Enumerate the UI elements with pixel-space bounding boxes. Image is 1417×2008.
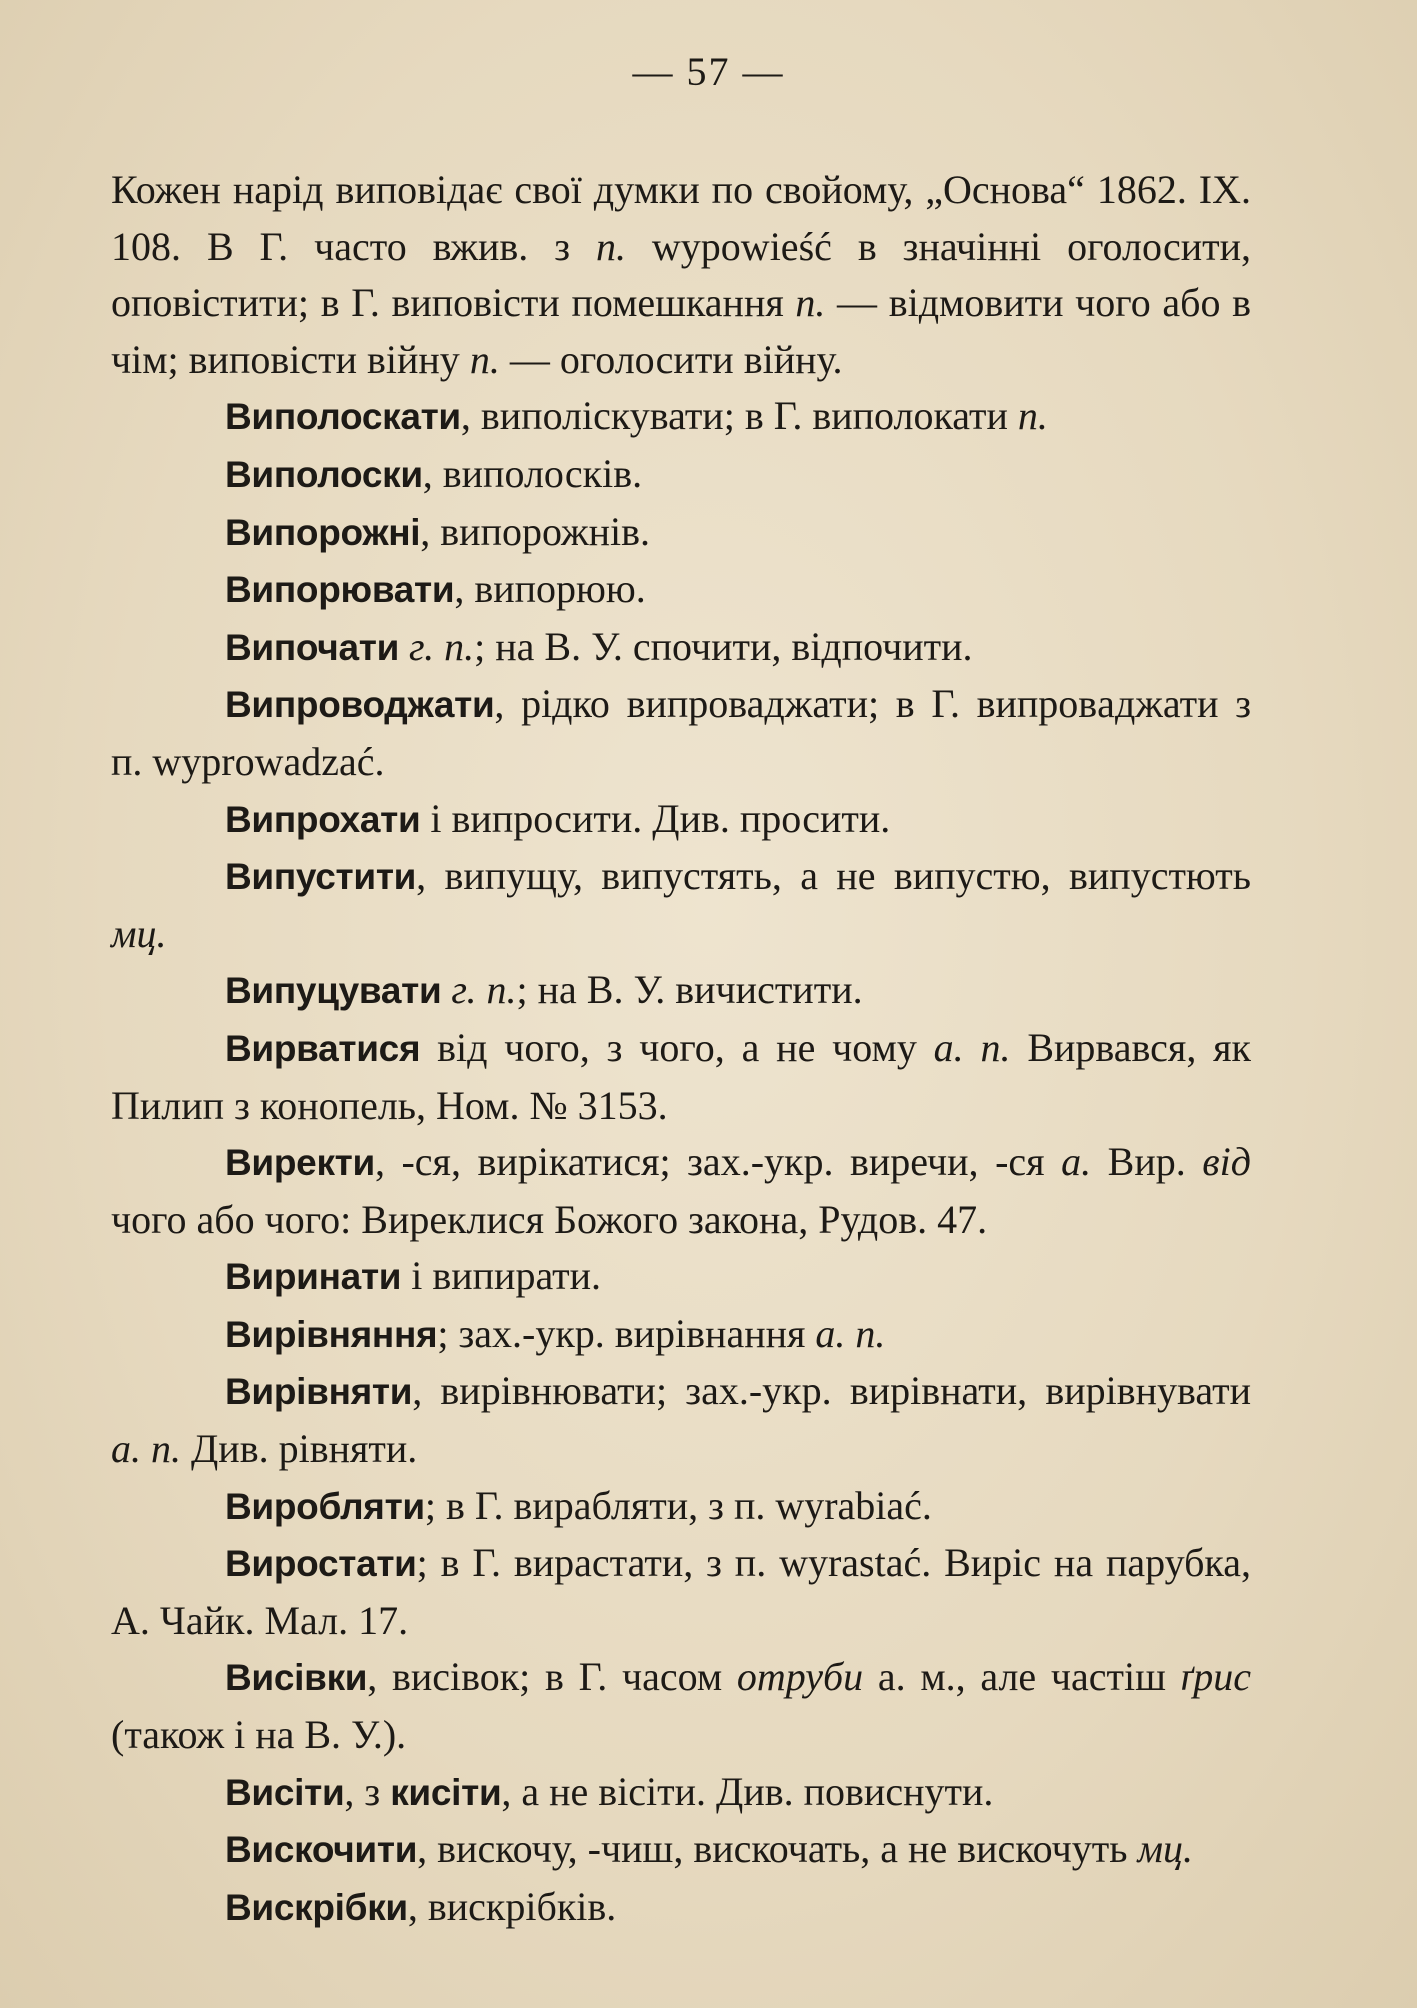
dictionary-entry bbox=[111, 791, 1251, 849]
abbreviation: а. п. bbox=[933, 1024, 1011, 1070]
entry-text: , вискочу, -чиш, вискочать, а не вискочуть bbox=[417, 1826, 1138, 1872]
entry-text: , випорюю. bbox=[454, 566, 646, 612]
entry-text: , виполосків. bbox=[422, 450, 643, 496]
headword: Виростати bbox=[225, 1543, 417, 1585]
dictionary-entry bbox=[111, 1478, 1251, 1536]
headword: Виполоскати bbox=[225, 396, 461, 438]
headword: Випроводжати bbox=[225, 684, 495, 726]
entry-text: ; на В. У. вичистити. bbox=[516, 967, 863, 1013]
entry-text: , а не вісіти. Див. повиснути. bbox=[501, 1768, 994, 1814]
entry-text: — відмовити чого або в чім; виповісти війну bbox=[111, 280, 1251, 382]
entry-text: Вир. bbox=[1091, 1139, 1203, 1185]
entry-text: , випорожнів. bbox=[420, 508, 651, 554]
entry-text: ; на В. У. спочити, відпочити. bbox=[474, 623, 973, 669]
entry-text bbox=[399, 624, 409, 669]
dictionary-text bbox=[111, 162, 1251, 1936]
dictionary-entry bbox=[111, 676, 1251, 790]
entry-text: Вирвався, як Пилип з конопель, Ном. № 3153. bbox=[111, 1024, 1251, 1128]
dictionary-entry bbox=[111, 1764, 1251, 1822]
headword: Вискрібки bbox=[225, 1886, 408, 1928]
headword: Вирівняння bbox=[225, 1313, 438, 1355]
dictionary-entry bbox=[111, 504, 1251, 562]
headword: Випуцувати bbox=[225, 970, 442, 1012]
entry-text: , випущу, випустять, а не випустю, випустють bbox=[416, 853, 1251, 899]
abbreviation: а. bbox=[1061, 1139, 1092, 1185]
dictionary-entry bbox=[111, 561, 1251, 619]
abbreviation: п. bbox=[1017, 393, 1048, 439]
entry-text: і випирати. bbox=[401, 1253, 602, 1299]
abbreviation: п. bbox=[469, 336, 500, 382]
entry-text: і випросити. Див. просити. bbox=[420, 795, 891, 841]
dictionary-entry bbox=[111, 848, 1251, 962]
page-number: — 57 — bbox=[632, 49, 785, 94]
dictionary-entry bbox=[111, 1363, 1251, 1477]
headword: Вирівняти bbox=[225, 1371, 413, 1413]
entry-text: чого або чого: Виреклися Божого закона, Рудов. 47. bbox=[111, 1196, 988, 1242]
dictionary-entry bbox=[111, 1248, 1251, 1306]
entry-text: ; в Г. вирaстати, з п. wyrastać. Виріс на парубка, А. Чайк. Мал. 17. bbox=[111, 1540, 1251, 1643]
abbreviation: ґрис bbox=[1180, 1654, 1252, 1700]
headword: Висівки bbox=[225, 1657, 368, 1699]
dictionary-entry bbox=[111, 619, 1251, 677]
headword: Виробляти bbox=[225, 1485, 425, 1527]
headword: Виректи bbox=[225, 1142, 375, 1184]
entry-text: , -ся, вирікатися; зах.-укр. виречи, -ся bbox=[374, 1139, 1062, 1185]
entry-text: (також і на В. У.). bbox=[111, 1712, 407, 1758]
entry-text: Кожен нарід виповідає свої думки по свойому, „Основа“ 1862. IX. 108. В Г. часто вжив. з bbox=[111, 167, 1251, 269]
entry-text: , вирівнювати; зах.-укр. вирівнати, вирівнувати bbox=[412, 1368, 1251, 1414]
headword: Випорожні bbox=[225, 511, 421, 553]
headword: Виринати bbox=[225, 1256, 402, 1298]
entry-text bbox=[441, 967, 451, 1012]
entry-text: , вискрібків. bbox=[407, 1883, 617, 1929]
abbreviation: п. bbox=[795, 280, 826, 326]
headword: Випочати bbox=[225, 626, 400, 668]
entry-text: wypowieść в значінні оголосити, оповістити; в Г. виповісти помешкання bbox=[111, 223, 1251, 326]
entry-text: , рідко випроваджати; в Г. випровaджати з п. wyprowadzać. bbox=[111, 681, 1251, 784]
abbreviation: г. п. bbox=[451, 967, 517, 1013]
entry-text: Див. рівняти. bbox=[181, 1426, 418, 1472]
headword: Висіти bbox=[225, 1771, 345, 1813]
abbreviation: г. п. bbox=[409, 623, 475, 669]
entry-text: , виполіскувати; в Г. виполокати bbox=[460, 393, 1018, 439]
abbreviation: від bbox=[1202, 1139, 1251, 1185]
dictionary-entry bbox=[111, 1020, 1251, 1134]
dictionary-entry bbox=[111, 1306, 1251, 1364]
dictionary-entry bbox=[111, 446, 1251, 504]
headword: кисіти bbox=[390, 1771, 502, 1813]
dictionary-entry bbox=[111, 388, 1251, 446]
abbreviation: отруби bbox=[736, 1654, 864, 1700]
entry-text: а. м., але частіш bbox=[863, 1654, 1181, 1700]
dictionary-entry bbox=[111, 1535, 1251, 1649]
entry-text: , висівок; в Г. часом bbox=[367, 1654, 737, 1700]
intro-paragraph bbox=[111, 162, 1251, 388]
entry-text: — оголосити війну. bbox=[499, 336, 843, 382]
abbreviation: а. п. bbox=[111, 1426, 181, 1472]
dictionary-entry bbox=[111, 1134, 1251, 1248]
abbreviation: мц. bbox=[111, 910, 167, 956]
dictionary-entry bbox=[111, 1649, 1251, 1763]
entry-text: від чого, з чого, а не чому bbox=[420, 1024, 934, 1070]
entry-text: ; зах.-укр. вирівнання bbox=[437, 1310, 816, 1356]
headword: Вирватися bbox=[225, 1027, 421, 1069]
headword: Випорювати bbox=[225, 569, 455, 611]
headword: Випрохати bbox=[225, 798, 421, 840]
headword: Виполоски bbox=[225, 453, 423, 495]
dictionary-entry bbox=[111, 1821, 1251, 1879]
headword: Випустити bbox=[225, 856, 417, 898]
entry-text: , з bbox=[344, 1768, 391, 1814]
abbreviation: а. п. bbox=[815, 1310, 886, 1356]
abbreviation: мц. bbox=[1137, 1826, 1193, 1872]
headword: Вискочити bbox=[225, 1829, 418, 1871]
dictionary-entry bbox=[111, 962, 1251, 1020]
abbreviation: п. bbox=[595, 223, 626, 269]
entry-text: ; в Г. вирaбляти, з п. wyrabiać. bbox=[424, 1482, 932, 1528]
dictionary-entry bbox=[111, 1879, 1251, 1937]
